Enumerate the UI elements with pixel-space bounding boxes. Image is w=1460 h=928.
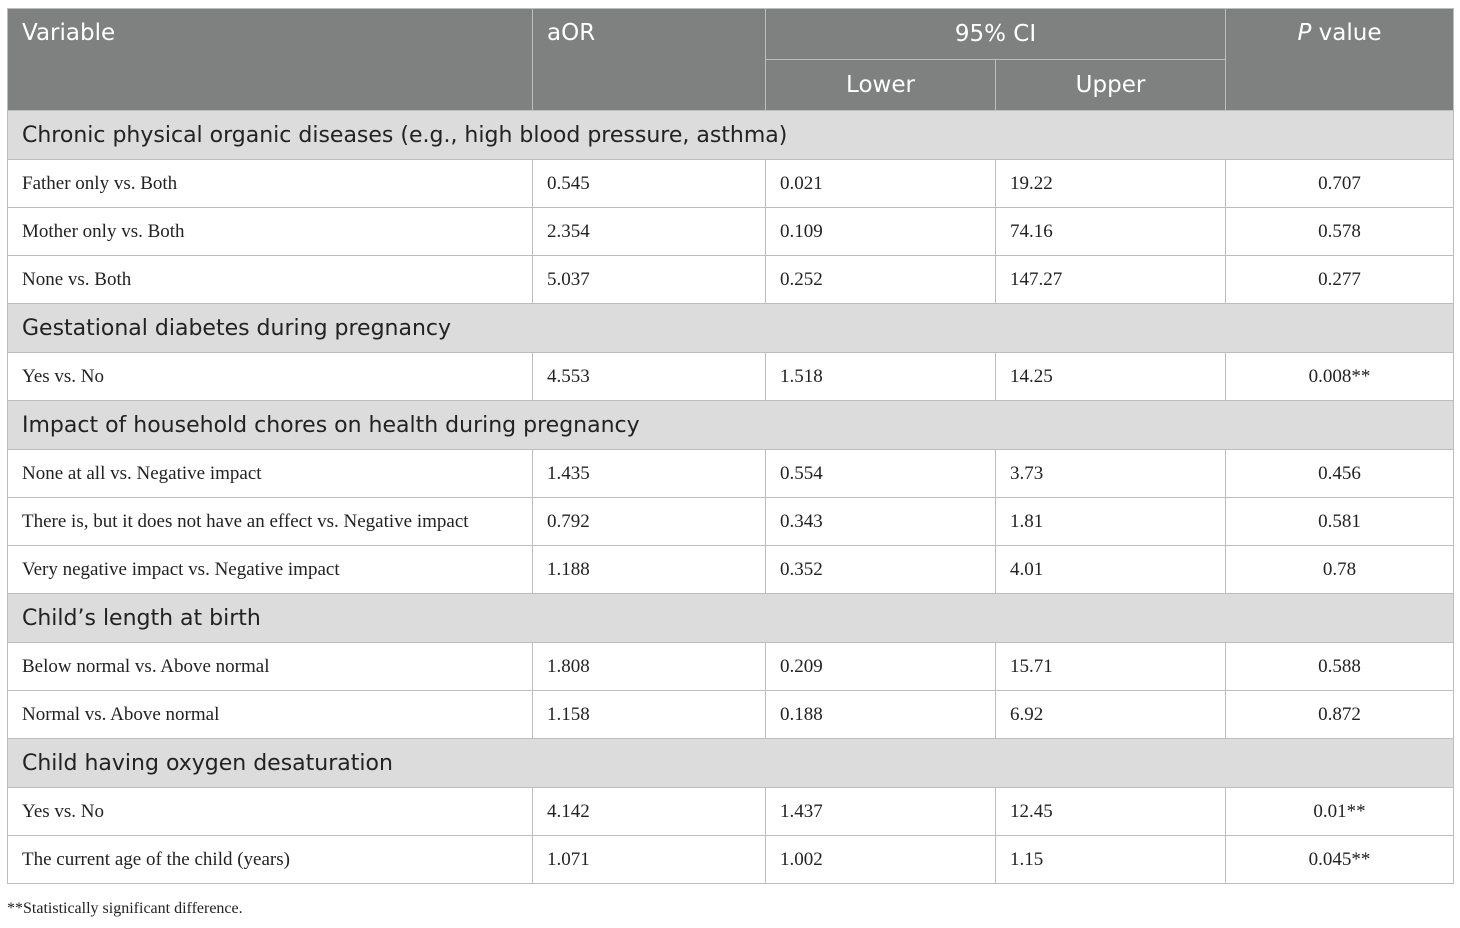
section-header	[8, 739, 1454, 788]
table-row	[8, 256, 1454, 304]
header-aor: aOR	[533, 9, 766, 111]
cell-lower: 0.021	[766, 160, 996, 208]
cell-upper: 15.71	[996, 643, 1226, 691]
cell-p-value: 0.045**	[1226, 836, 1454, 884]
header-ci: 95% CI	[766, 9, 1226, 60]
cell-p-value: 0.01**	[1226, 788, 1454, 836]
section-title: Child having oxygen desaturation	[8, 739, 1454, 788]
cell-p-value: 0.456	[1226, 450, 1454, 498]
cell-upper: 147.27	[996, 256, 1226, 304]
cell-upper: 4.01	[996, 546, 1226, 594]
header-p-italic: P	[1297, 20, 1312, 46]
cell-variable: Father only vs. Both	[8, 160, 533, 208]
cell-variable: Below normal vs. Above normal	[8, 643, 533, 691]
table-row	[8, 450, 1454, 498]
cell-variable: There is, but it does not have an effect vs. Negative impact	[8, 498, 533, 546]
cell-aor: 0.792	[533, 498, 766, 546]
table-row	[8, 546, 1454, 594]
cell-p-value: 0.277	[1226, 256, 1454, 304]
cell-lower: 1.437	[766, 788, 996, 836]
cell-upper: 6.92	[996, 691, 1226, 739]
cell-lower: 0.352	[766, 546, 996, 594]
cell-upper: 19.22	[996, 160, 1226, 208]
cell-p-value: 0.581	[1226, 498, 1454, 546]
header-variable: Variable	[8, 9, 533, 111]
cell-aor: 1.158	[533, 691, 766, 739]
results-table	[7, 8, 1454, 884]
cell-variable: Mother only vs. Both	[8, 208, 533, 256]
section-title: Chronic physical organic diseases (e.g., high blood pressure, asthma)	[8, 111, 1454, 160]
cell-p-value: 0.588	[1226, 643, 1454, 691]
cell-p-value: 0.707	[1226, 160, 1454, 208]
cell-aor: 4.142	[533, 788, 766, 836]
cell-lower: 0.188	[766, 691, 996, 739]
cell-lower: 0.252	[766, 256, 996, 304]
header-p-value	[1226, 9, 1454, 111]
cell-aor: 1.071	[533, 836, 766, 884]
header-p-rest: value	[1311, 20, 1382, 46]
section-header	[8, 111, 1454, 160]
cell-variable: Yes vs. No	[8, 353, 533, 401]
cell-p-value: 0.008**	[1226, 353, 1454, 401]
cell-upper: 1.15	[996, 836, 1226, 884]
cell-aor: 1.435	[533, 450, 766, 498]
table-header	[8, 9, 1454, 111]
cell-variable: The current age of the child (years)	[8, 836, 533, 884]
cell-lower: 0.343	[766, 498, 996, 546]
table-row	[8, 208, 1454, 256]
section-header	[8, 594, 1454, 643]
table-row	[8, 788, 1454, 836]
cell-upper: 14.25	[996, 353, 1226, 401]
cell-upper: 1.81	[996, 498, 1226, 546]
section-header	[8, 401, 1454, 450]
section-title: Child’s length at birth	[8, 594, 1454, 643]
results-table-container	[7, 8, 1453, 884]
cell-variable: Very negative impact vs. Negative impact	[8, 546, 533, 594]
footnote: **Statistically significant difference.	[7, 900, 243, 917]
cell-aor: 4.553	[533, 353, 766, 401]
section-header	[8, 304, 1454, 353]
cell-variable: None at all vs. Negative impact	[8, 450, 533, 498]
cell-lower: 0.554	[766, 450, 996, 498]
cell-p-value: 0.872	[1226, 691, 1454, 739]
cell-upper: 12.45	[996, 788, 1226, 836]
cell-aor: 0.545	[533, 160, 766, 208]
header-lower: Lower	[766, 60, 996, 111]
table-row	[8, 691, 1454, 739]
table-row	[8, 836, 1454, 884]
cell-p-value: 0.578	[1226, 208, 1454, 256]
cell-variable: Normal vs. Above normal	[8, 691, 533, 739]
cell-aor: 1.808	[533, 643, 766, 691]
cell-aor: 1.188	[533, 546, 766, 594]
cell-aor: 5.037	[533, 256, 766, 304]
cell-variable: None vs. Both	[8, 256, 533, 304]
table-row	[8, 643, 1454, 691]
table-row	[8, 353, 1454, 401]
table-body	[8, 111, 1454, 884]
cell-lower: 0.109	[766, 208, 996, 256]
table-row	[8, 160, 1454, 208]
cell-aor: 2.354	[533, 208, 766, 256]
cell-variable: Yes vs. No	[8, 788, 533, 836]
cell-upper: 74.16	[996, 208, 1226, 256]
table-row	[8, 498, 1454, 546]
cell-upper: 3.73	[996, 450, 1226, 498]
section-title: Gestational diabetes during pregnancy	[8, 304, 1454, 353]
section-title: Impact of household chores on health during pregnancy	[8, 401, 1454, 450]
cell-p-value: 0.78	[1226, 546, 1454, 594]
cell-lower: 1.518	[766, 353, 996, 401]
cell-lower: 1.002	[766, 836, 996, 884]
header-upper: Upper	[996, 60, 1226, 111]
cell-lower: 0.209	[766, 643, 996, 691]
